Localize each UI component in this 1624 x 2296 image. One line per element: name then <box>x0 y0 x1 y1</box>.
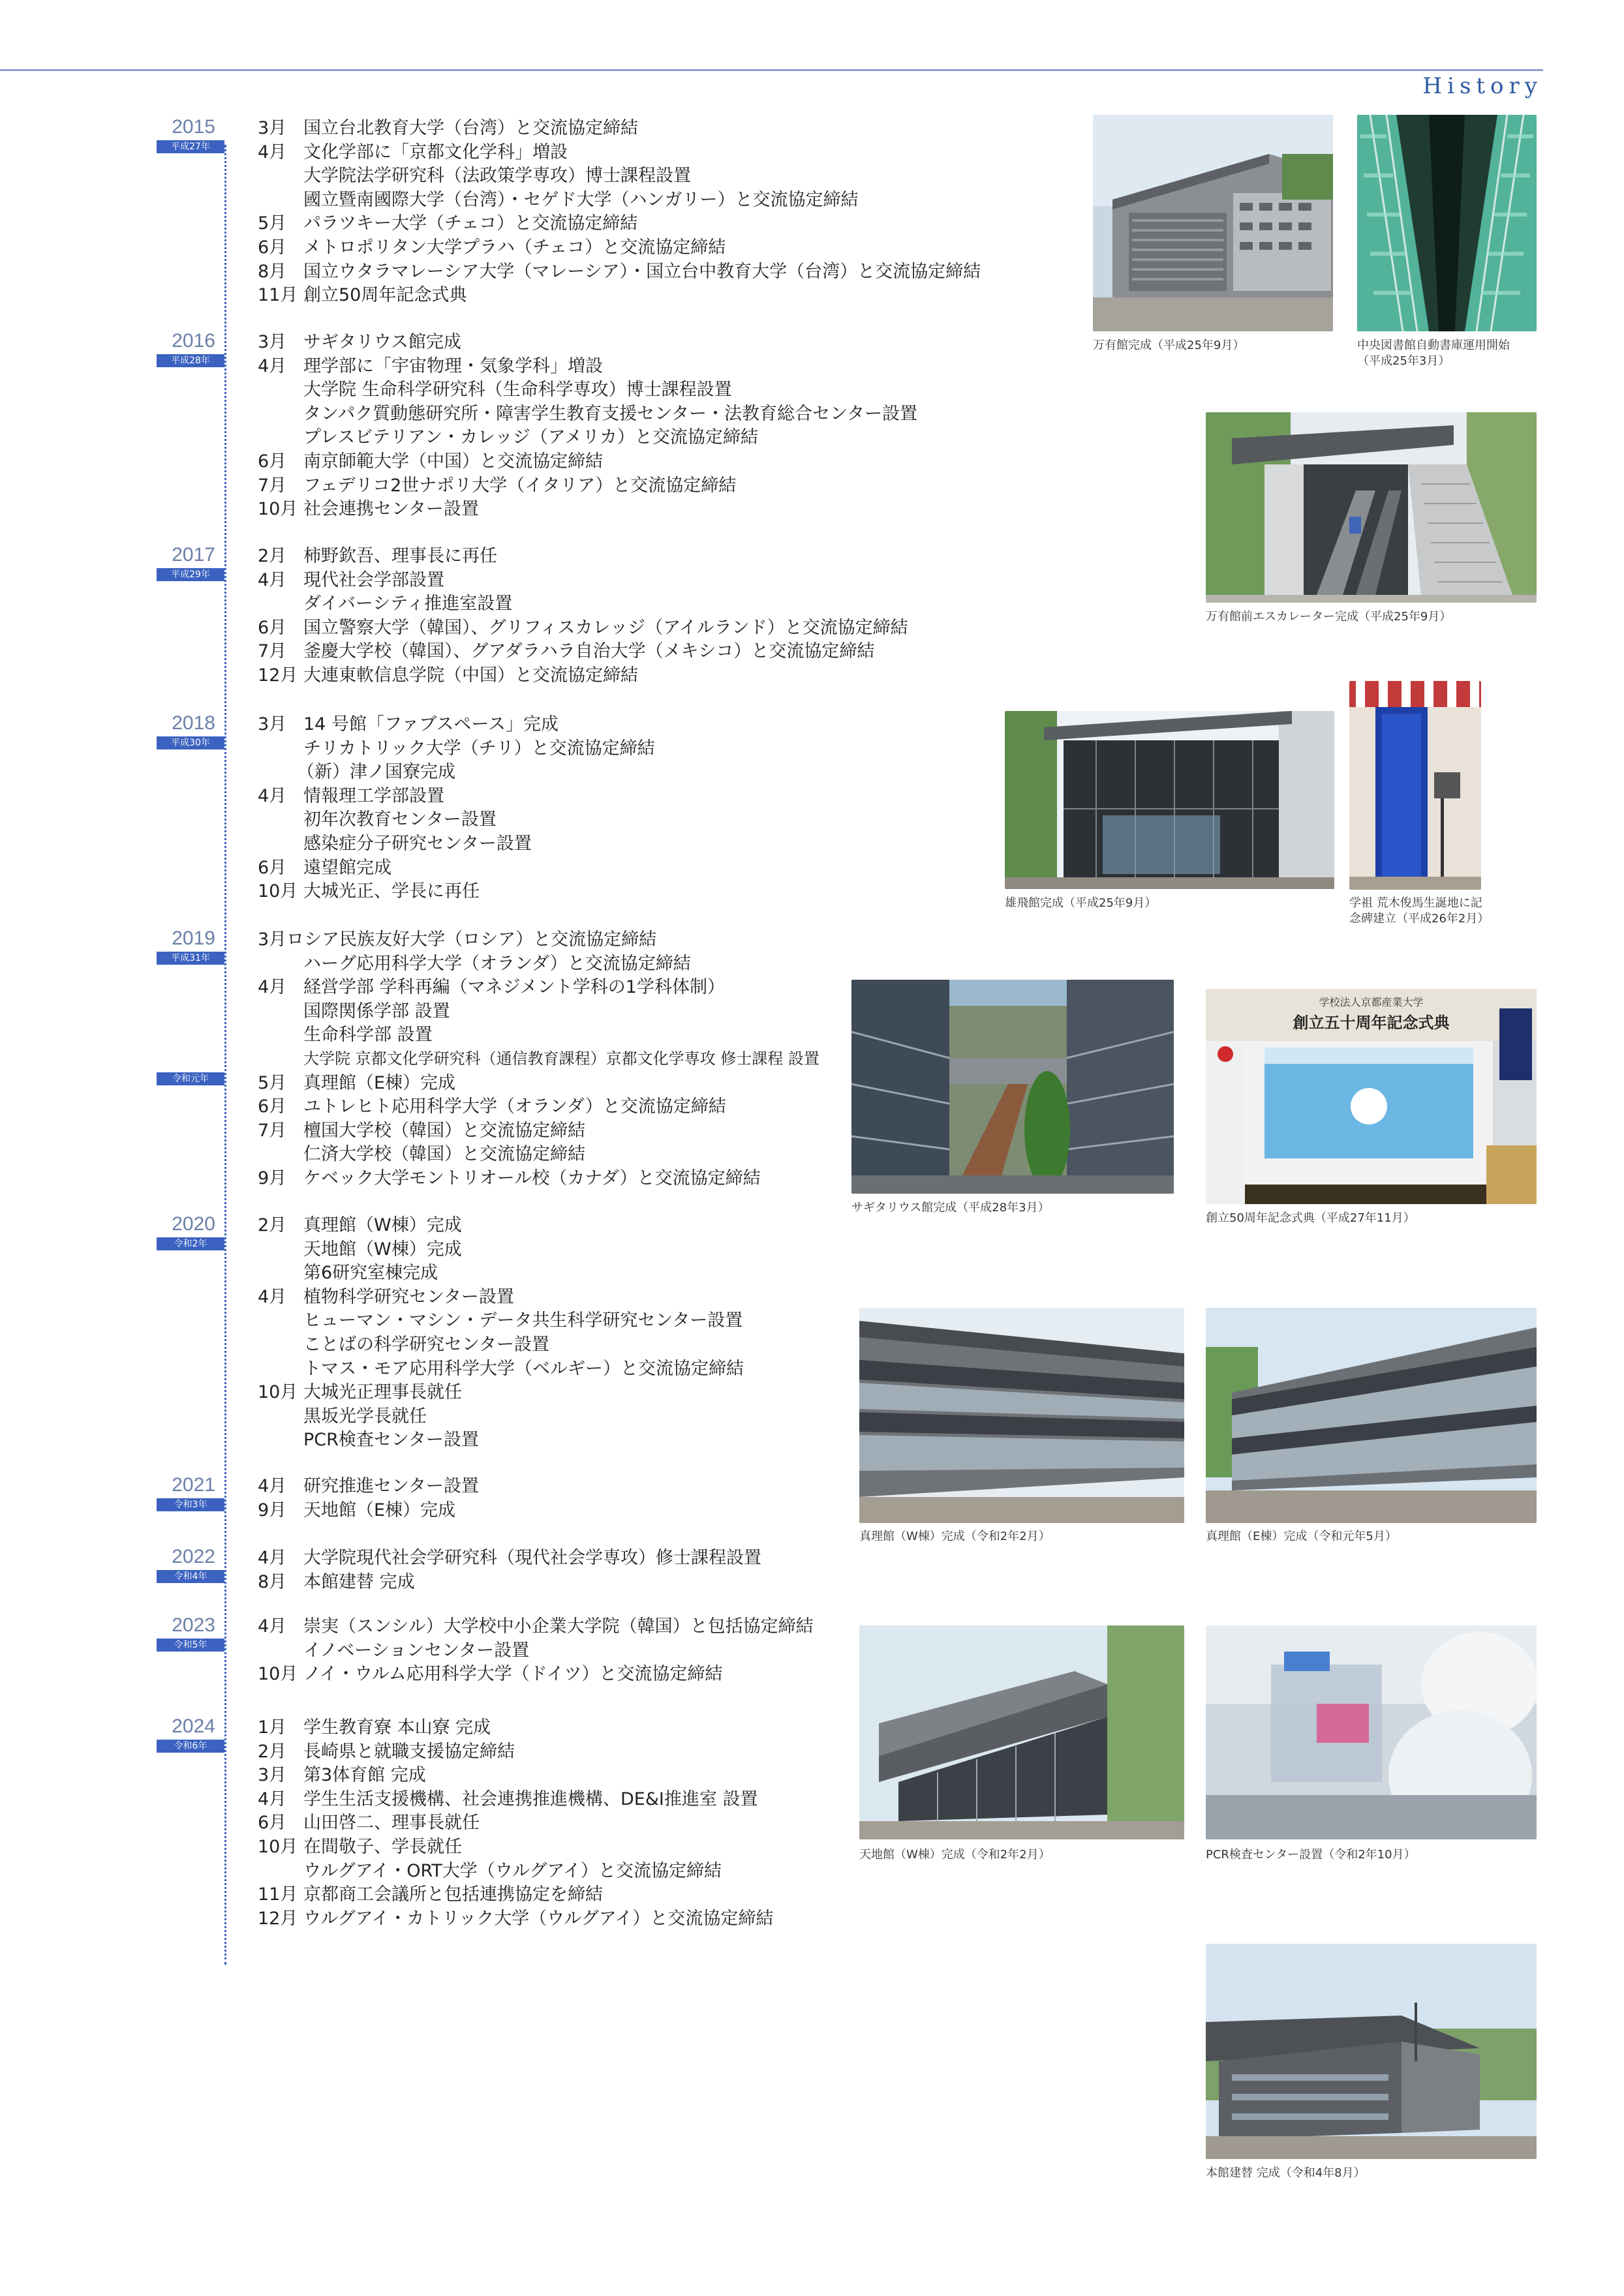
timeline-entry <box>258 1763 426 1787</box>
entry-text: 柿野欽吾、理事長に再任 <box>303 546 497 566</box>
timeline-entry <box>258 330 461 354</box>
timeline-entry <box>258 449 603 474</box>
timeline-entry <box>297 760 455 784</box>
era-badge: 令和3年 <box>157 1498 224 1511</box>
entry-month: 10月 <box>258 1382 298 1403</box>
entry-month: 3月 <box>258 1765 287 1786</box>
photo-tenchi-w <box>859 1625 1184 1839</box>
entry-text: 天地館（W棟）完成 <box>303 1239 462 1260</box>
timeline-entry <box>258 1570 415 1594</box>
page-title: History <box>1422 73 1542 99</box>
entry-month: 6月 <box>258 451 287 472</box>
timeline-entry <box>258 1859 722 1883</box>
timeline-entry <box>258 1071 455 1095</box>
entry-text: 長崎県と就職支援協定締結 <box>303 1741 515 1762</box>
entry-text: 感染症分子研究センター設置 <box>303 834 532 854</box>
entry-month: 6月 <box>258 237 287 258</box>
entry-text: 大連東軟信息学院（中国）と交流協定締結 <box>303 665 638 686</box>
entry-text: 現代社会学部設置 <box>303 569 444 590</box>
entry-text: パラツキー大学（チェコ）と交流協定締結 <box>303 213 638 234</box>
entry-text: 大城光正理事長就任 <box>303 1382 462 1403</box>
year-label: 2019 <box>172 928 215 949</box>
entry-text: 学生生活支援機構、社会連携推進機構、DE&I推進室 設置 <box>303 1789 758 1809</box>
entry-month: 7月 <box>258 641 287 662</box>
ceremony-banner-org: 学校法人京都産業大学 <box>1319 996 1424 1008</box>
timeline-entry <box>258 1380 462 1404</box>
photo-library <box>1357 115 1537 331</box>
entry-month: 3月 <box>258 118 287 138</box>
year-label: 2018 <box>172 712 215 734</box>
timeline-entry <box>258 1614 814 1639</box>
entry-text: 研究推進センター設置 <box>303 1476 479 1496</box>
timeline-entry <box>258 1261 438 1285</box>
timeline-entry <box>258 1119 585 1143</box>
entry-month: 5月 <box>258 213 287 234</box>
timeline-entry <box>258 1047 820 1071</box>
timeline-entry <box>258 497 479 521</box>
entry-text: サギタリウス館完成 <box>303 332 461 352</box>
timeline-entry <box>258 592 512 616</box>
entry-month: 6月 <box>258 1813 287 1834</box>
entry-text: 3月ロシア民族友好大学（ロシア）と交流協定締結 <box>258 929 657 950</box>
caption-ceremony: 創立50周年記念式典（平成27年11月） <box>1206 1211 1415 1225</box>
entry-text: 仁済大学校（韓国）と交流協定締結 <box>303 1144 585 1165</box>
entry-text: 創立50周年記念式典 <box>303 285 467 306</box>
era-badge: 平成30年 <box>157 736 224 749</box>
year-label: 2024 <box>172 1715 215 1737</box>
timeline-entry <box>258 1213 462 1237</box>
timeline-entry <box>258 1787 758 1811</box>
entry-text: 國立暨南國際大学（台湾）・セゲド大学（ハンガリー）と交流協定締結 <box>303 189 859 210</box>
entry-text: 国立ウタラマレーシア大学（マレーシア）・国立台中教育大学（台湾）と交流協定締結 <box>303 261 981 282</box>
entry-text: ユトレヒト応用科学大学（オランダ）と交流協定締結 <box>303 1096 726 1117</box>
timeline-entry <box>258 616 908 640</box>
entry-text: （新）津ノ国寮完成 <box>297 762 455 783</box>
entry-text: 天地館（E棟）完成 <box>303 1500 456 1520</box>
entry-text: フェデリコ2世ナポリ大学（イタリア）と交流協定締結 <box>303 475 737 496</box>
timeline-entry <box>258 211 637 235</box>
year-label: 2017 <box>172 544 215 566</box>
timeline-entry <box>258 1882 603 1907</box>
timeline-entry <box>258 784 444 808</box>
caption-pcr: PCR検査センター設置（令和2年10月） <box>1206 1848 1416 1862</box>
entry-text: タンパク質動態研究所・障害学生教育支援センター・法教育総合センター設置 <box>303 403 917 424</box>
timeline-entry <box>258 736 655 761</box>
entry-text: ハーグ応用科学大学（オランダ）と交流協定締結 <box>303 953 691 974</box>
entry-month: 6月 <box>258 617 287 638</box>
entry-month: 4月 <box>258 142 287 162</box>
caption-honkan: 本館建替 完成（令和4年8月） <box>1206 2166 1366 2180</box>
entry-month: 8月 <box>258 261 287 282</box>
timeline-entry <box>258 164 691 188</box>
entry-text: ことばの科学研究センター設置 <box>303 1335 549 1355</box>
entry-text: プレスビテリアン・カレッジ（アメリカ）と交流協定締結 <box>303 427 758 448</box>
timeline-entry <box>258 639 874 663</box>
entry-month: 8月 <box>258 1571 287 1592</box>
timeline-entry <box>258 354 603 378</box>
photo-escalator <box>1206 412 1537 603</box>
entry-text: 第6研究室棟完成 <box>303 1263 438 1284</box>
timeline-entry <box>258 1498 455 1522</box>
photo-monument <box>1349 681 1481 890</box>
era-badge: 令和2年 <box>157 1237 224 1250</box>
entry-text: 真理館（E棟）完成 <box>303 1072 456 1093</box>
timeline-entry <box>258 832 532 856</box>
entry-text: 崇実（スンシル）大学校中小企業大学院（韓国）と包括協定締結 <box>303 1616 814 1637</box>
timeline-entry <box>258 1715 491 1740</box>
entry-month: 12月 <box>258 665 298 686</box>
entry-month: 6月 <box>258 857 287 878</box>
entry-month: 2月 <box>258 546 287 566</box>
era-badge: 令和4年 <box>157 1570 224 1583</box>
entry-text: 第3体育館 完成 <box>303 1765 426 1786</box>
timeline-entry <box>258 1166 761 1190</box>
timeline-entry <box>258 856 391 880</box>
timeline-entry <box>258 283 467 307</box>
entry-month: 3月 <box>258 332 287 352</box>
entry-text: 国立警察大学（韓国）、グリフィスカレッジ（アイルランド）と交流協定締結 <box>303 617 908 638</box>
timeline-entry <box>258 140 568 164</box>
timeline-entry <box>258 1285 514 1309</box>
entry-text: 大学院 生命科学研究科（生命科学専攻）博士課程設置 <box>303 380 732 400</box>
year-label: 2015 <box>172 116 215 138</box>
timeline-entry <box>258 1474 479 1498</box>
entry-text: 国際関係学部 設置 <box>303 1001 450 1021</box>
era-badge: 令和6年 <box>157 1740 224 1753</box>
era-badge: 平成27年 <box>157 140 224 153</box>
entry-text: PCR検査センター設置 <box>303 1430 479 1451</box>
entry-text: 社会連携センター設置 <box>303 499 479 520</box>
timeline-entry <box>258 1428 479 1452</box>
timeline-entry <box>258 1095 726 1119</box>
year-label: 2021 <box>172 1474 215 1496</box>
entry-text: 在間敬子、学長就任 <box>303 1837 462 1857</box>
timeline-entry <box>258 975 725 999</box>
caption-escalator: 万有館前エスカレーター完成（平成25年9月） <box>1206 610 1452 624</box>
entry-month: 10月 <box>258 1664 298 1685</box>
entry-text: 経営学部 学科再編（マネジメント学科の1学科体制） <box>303 977 725 998</box>
entry-month: 10月 <box>258 499 298 520</box>
entry-text: 黒坂光学長就任 <box>303 1406 427 1427</box>
year-label: 2016 <box>172 330 215 352</box>
caption-mannyukan: 万有館完成（平成25年9月） <box>1093 339 1245 352</box>
entry-text: 植物科学研究センター設置 <box>303 1286 514 1307</box>
timeline-entry <box>258 808 497 832</box>
timeline-entry <box>258 1023 433 1047</box>
entry-text: 生命科学部 設置 <box>303 1025 433 1046</box>
entry-month: 1月 <box>258 1717 287 1738</box>
entry-month: 6月 <box>258 1096 287 1117</box>
caption-shinri-e: 真理館（E棟）完成（令和元年5月） <box>1206 1530 1397 1543</box>
timeline-entry <box>258 544 497 568</box>
entry-month: 4月 <box>258 1548 287 1568</box>
entry-text: 檀国大学校（韓国）と交流協定締結 <box>303 1120 585 1141</box>
era-badge: 令和5年 <box>157 1639 224 1652</box>
caption-shinri-w: 真理館（W棟）完成（令和2年2月） <box>859 1530 1050 1543</box>
entry-month: 2月 <box>258 1741 287 1762</box>
entry-month: 4月 <box>258 1616 287 1637</box>
entry-month: 4月 <box>258 1789 287 1809</box>
entry-month: 5月 <box>258 1072 287 1093</box>
timeline-entry <box>258 378 732 402</box>
entry-month: 4月 <box>258 977 287 998</box>
entry-text: 本館建替 完成 <box>303 1571 415 1592</box>
timeline-entry <box>258 235 726 260</box>
entry-text: ダイバーシティ推進室設置 <box>303 594 513 614</box>
caption-monument: 学祖 荒木俊馬生誕地に記 <box>1349 896 1482 910</box>
photo-sagittarius <box>851 980 1174 1194</box>
timeline-entry <box>258 1308 743 1333</box>
photo-shinri-w <box>859 1308 1184 1523</box>
timeline-line <box>224 145 226 1965</box>
caption-monument-date: 念碑建立（平成26年2月） <box>1349 912 1490 926</box>
entry-month: 11月 <box>258 1884 298 1905</box>
entry-text: 遠望館完成 <box>303 857 391 878</box>
entry-text: 14 号館「ファブスペース」完成 <box>303 714 559 734</box>
ceremony-banner-title: 創立五十周年記念式典 <box>1293 1014 1450 1032</box>
entry-text: チリカトリック大学（チリ）と交流協定締結 <box>303 738 655 759</box>
entry-month: 4月 <box>258 1286 287 1307</box>
entry-text: トマス・モア応用科学大学（ベルギー）と交流協定締結 <box>303 1358 744 1379</box>
entry-text: 大学院現代社会学研究科（現代社会学専攻）修士課程設置 <box>303 1548 761 1568</box>
year-label: 2023 <box>172 1614 215 1636</box>
entry-text: ウルグアイ・カトリック大学（ウルグアイ）と交流協定締結 <box>303 1908 774 1929</box>
entry-text: 初年次教育センター設置 <box>303 809 497 830</box>
entry-month: 4月 <box>258 1476 287 1496</box>
entry-month: 10月 <box>258 1837 298 1857</box>
entry-text: 文化学部に「京都文化学科」増設 <box>303 142 568 162</box>
entry-text: 情報理工学部設置 <box>303 785 444 806</box>
year-label: 2020 <box>172 1213 215 1235</box>
timeline-entry <box>258 568 444 592</box>
timeline-entry <box>258 712 559 736</box>
photo-shinri-e <box>1206 1308 1537 1523</box>
timeline-entry <box>258 1907 773 1931</box>
entry-text: ヒューマン・マシン・データ共生科学研究センター設置 <box>303 1310 743 1331</box>
entry-text: ウルグアイ・ORT大学（ウルグアイ）と交流協定締結 <box>303 1860 722 1881</box>
timeline-entry <box>258 260 981 284</box>
timeline-entry <box>258 188 859 212</box>
timeline-entry <box>258 663 638 687</box>
timeline-entry <box>258 1811 480 1835</box>
timeline-entry <box>258 999 450 1023</box>
timeline-entry <box>258 116 638 140</box>
entry-text: 釜慶大学校（韓国）、グアダラハラ自治大学（メキシコ）と交流協定締結 <box>303 641 875 662</box>
entry-month: 12月 <box>258 1908 298 1929</box>
timeline-entry <box>258 879 480 903</box>
era-badge-reiwa: 令和元年 <box>157 1072 224 1085</box>
timeline-entry <box>258 1142 585 1166</box>
entry-month: 4月 <box>258 569 287 590</box>
entry-month: 9月 <box>258 1500 287 1520</box>
era-badge: 平成28年 <box>157 354 224 367</box>
era-badge: 平成31年 <box>157 952 224 965</box>
timeline-entry <box>258 1237 462 1261</box>
year-label: 2022 <box>172 1546 215 1567</box>
timeline-entry <box>258 1404 427 1428</box>
timeline-entry <box>258 474 736 498</box>
caption-library: 中央図書館自動書庫運用開始 <box>1357 339 1510 352</box>
entry-month: 3月 <box>258 714 287 734</box>
timeline-entry <box>258 1835 462 1859</box>
entry-text: 大学院 京都文化学研究科（通信教育課程）京都文化学専攻 修士課程 設置 <box>303 1050 820 1068</box>
timeline-entry <box>258 1546 761 1570</box>
entry-text: 真理館（W棟）完成 <box>303 1215 462 1235</box>
caption-yuhikan: 雄飛館完成（平成25年9月） <box>1005 896 1157 910</box>
era-badge: 平成29年 <box>157 568 224 581</box>
timeline-entry <box>258 1740 515 1764</box>
timeline-entry <box>258 1333 549 1357</box>
photo-yuhikan <box>1005 711 1334 889</box>
entry-text: 理学部に「宇宙物理・気象学科」増設 <box>303 355 603 376</box>
entry-month: 10月 <box>258 881 298 902</box>
entry-text: 山田啓二、理事長就任 <box>303 1813 480 1834</box>
timeline-entry <box>258 425 758 449</box>
entry-text: 南京師範大学（中国）と交流協定締結 <box>303 451 603 472</box>
entry-month: 11月 <box>258 285 298 306</box>
timeline-entry <box>258 1639 529 1663</box>
entry-month: 4月 <box>258 785 287 806</box>
caption-tenchi-w: 天地館（W棟）完成（令和2年2月） <box>859 1848 1050 1862</box>
timeline-entry <box>258 402 917 426</box>
caption-sagittarius: サギタリウス館完成（平成28年3月） <box>851 1201 1050 1215</box>
timeline-entry <box>258 1662 722 1686</box>
entry-month: 4月 <box>258 355 287 376</box>
photo-mannyukan <box>1093 115 1333 331</box>
entry-month: 7月 <box>258 475 287 496</box>
entry-text: メトロポリタン大学プラハ（チェコ）と交流協定締結 <box>303 237 726 258</box>
entry-text: 学生教育寮 本山寮 完成 <box>303 1717 491 1738</box>
caption-library-date: （平成25年3月） <box>1357 354 1450 368</box>
entry-text: 大城光正、学長に再任 <box>303 881 480 902</box>
entry-text: ケベック大学モントリオール校（カナダ）と交流協定締結 <box>303 1168 761 1188</box>
entry-text: 京都商工会議所と包括連携協定を締結 <box>303 1884 603 1905</box>
entry-month: 7月 <box>258 1120 287 1141</box>
entry-month: 9月 <box>258 1168 287 1188</box>
timeline-entry <box>258 928 656 952</box>
entry-text: イノベーションセンター設置 <box>303 1640 530 1661</box>
photo-pcr <box>1206 1625 1537 1839</box>
timeline-entry <box>258 1357 744 1381</box>
entry-month: 2月 <box>258 1215 287 1235</box>
entry-text: ノイ・ウルム応用科学大学（ドイツ）と交流協定締結 <box>303 1664 723 1685</box>
photo-honkan <box>1206 1944 1537 2159</box>
timeline-entry <box>258 952 691 976</box>
entry-text: 大学院法学研究科（法政策学専攻）博士課程設置 <box>303 166 691 187</box>
photo-ceremony <box>1206 989 1537 1204</box>
header-rule <box>0 69 1543 71</box>
entry-text: 国立台北教育大学（台湾）と交流協定締結 <box>303 118 638 138</box>
